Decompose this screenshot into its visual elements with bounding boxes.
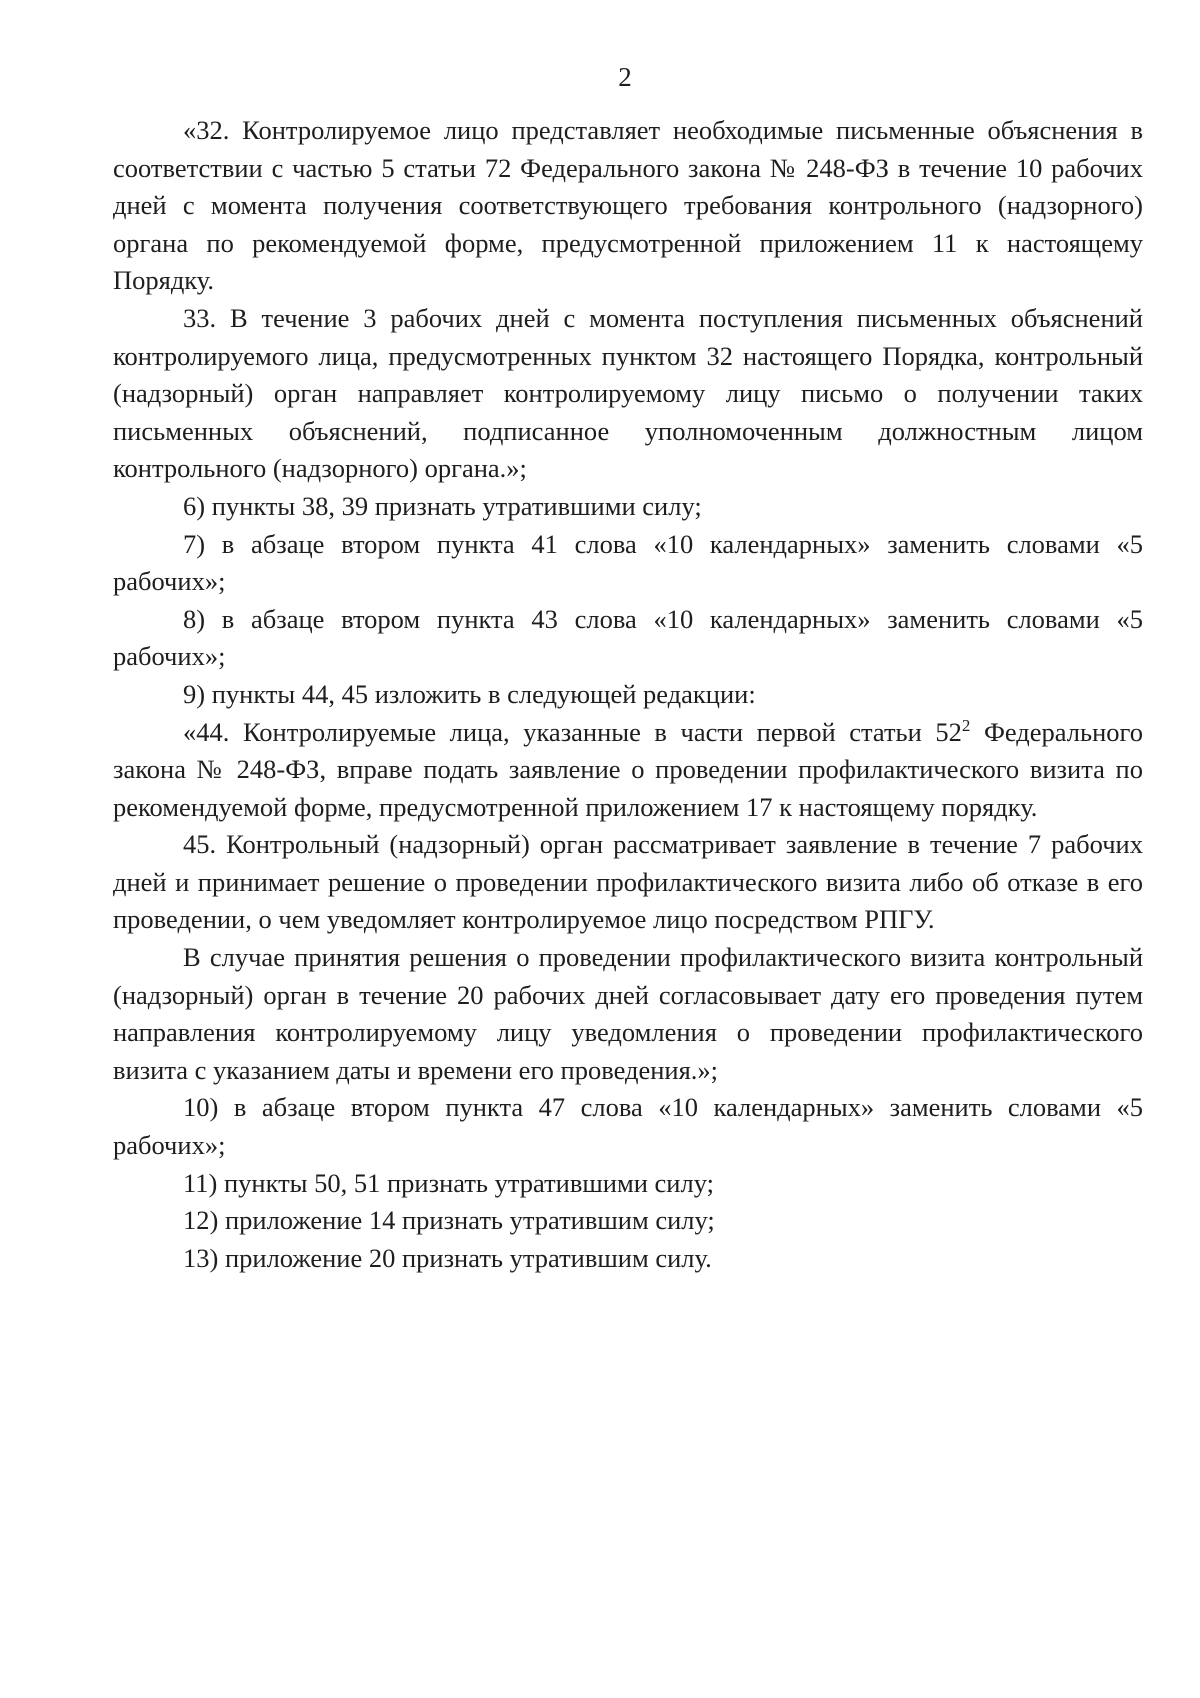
paragraph-33: 33. В течение 3 рабочих дней с момента поступления письменных объяснений контролируемого лица, предусмотренных пунктом 32 настоящего Порядка, контрольный (надзорный) орган направляет контролируемому лицу письмо о получении таких письменных объяснений, подписанное уполномоченным должностным лицом контрольного (надзорного) органа.»; — [113, 302, 1143, 484]
paragraph-44-rest: Федерального закона № 248-ФЗ, вправе подать заявление о проведении профилактического визита по рекомендуемой форме, предусмотренной приложением 17 к настоящему порядку. — [113, 716, 1143, 822]
paragraph-44-lead: «44. Контролируемые лица, указанные в части первой статьи 52 — [183, 716, 962, 747]
item-7: 7) в абзаце втором пункта 41 слова «10 календарных» заменить словами «5 рабочих»; — [113, 528, 1143, 597]
item-11: 11) пункты 50, 51 признать утратившими силу; — [183, 1167, 714, 1198]
document-body — [113, 112, 1143, 1277]
item-9: 9) пункты 44, 45 изложить в следующей редакции: — [183, 678, 756, 709]
paragraph-32: «32. Контролируемое лицо представляет необходимые письменные объяснения в соответствии с частью 5 статьи 72 Федерального закона № 248-ФЗ в течение 10 рабочих дней с момента получения соответствующего требования контрольного (надзорного) органа по рекомендуемой форме, предусмотренной приложением 11 к настоящему Порядку. — [113, 115, 1143, 296]
paragraph-45-continued: В случае принятия решения о проведении профилактического визита контрольный (надзорный) орган в течение 20 рабочих дней согласовывает дату его проведения путем направления контролируемому лицу уведомления о проведении профилактического визита с указанием даты и времени его проведения.»; — [113, 942, 1143, 1085]
item-6: 6) пункты 38, 39 признать утратившими силу; — [183, 490, 702, 521]
item-8: 8) в абзаце втором пункта 43 слова «10 календарных» заменить словами «5 рабочих»; — [113, 603, 1143, 672]
paragraph-44 — [113, 714, 1143, 827]
page-number: 2 — [618, 62, 632, 92]
paragraph-45: 45. Контрольный (надзорный) орган рассматривает заявление в течение 7 рабочих дней и принимает решение о проведении профилактического визита либо об отказе в его проведении, о чем уведомляет контролируемое лицо посредством РПГУ. — [113, 829, 1143, 935]
superscript: 2 — [961, 715, 971, 735]
item-13: 13) приложение 20 признать утратившим силу. — [183, 1242, 712, 1273]
item-10: 10) в абзаце втором пункта 47 слова «10 календарных» заменить словами «5 рабочих»; — [113, 1092, 1143, 1161]
item-12: 12) приложение 14 признать утратившим силу; — [183, 1205, 715, 1236]
